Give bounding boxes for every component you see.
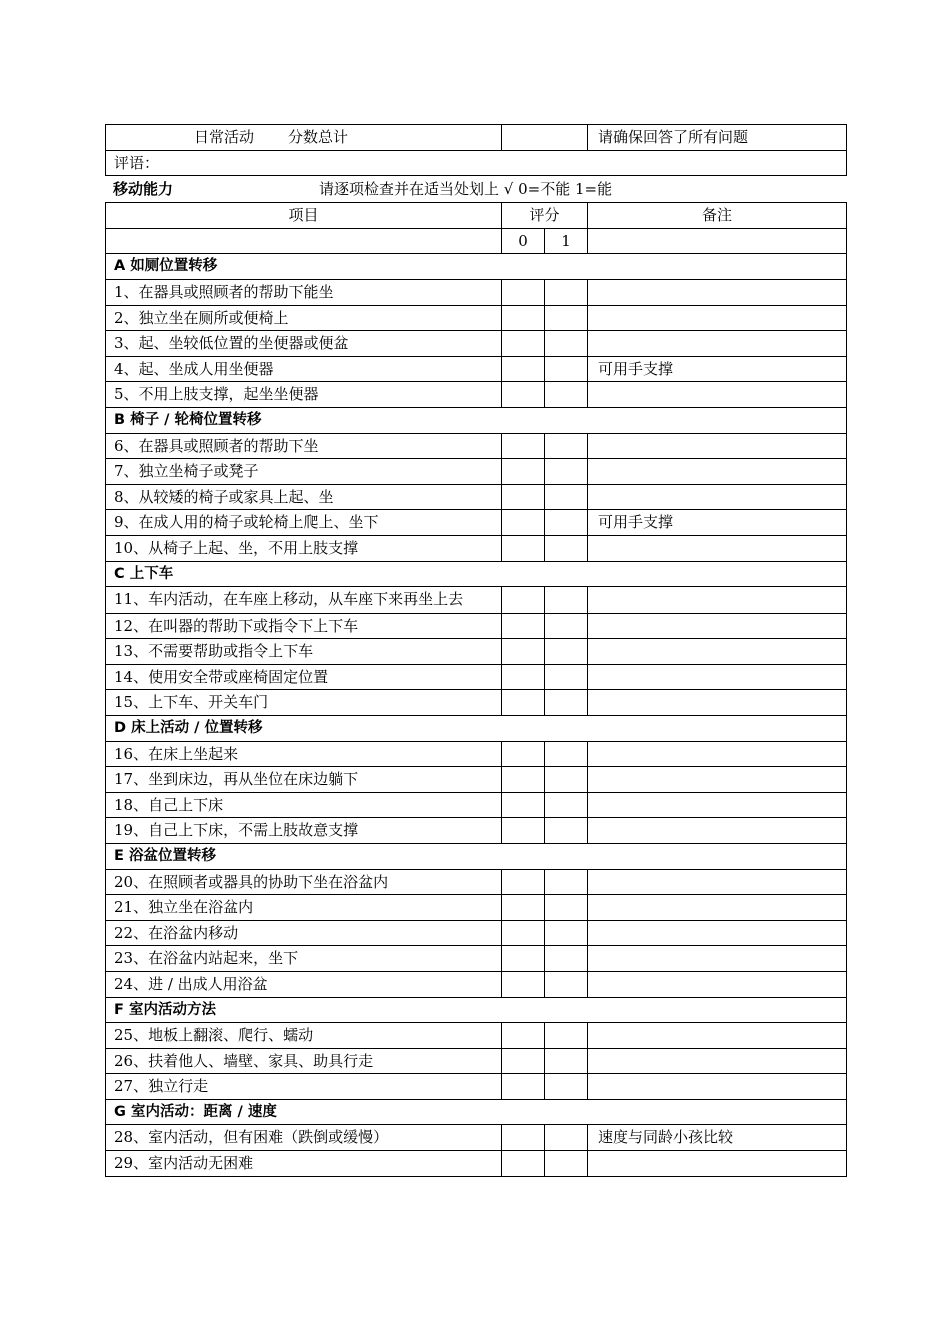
- score-1-checkbox[interactable]: [545, 741, 588, 767]
- summary-row: [106, 125, 847, 151]
- score-1-checkbox[interactable]: [545, 1125, 588, 1151]
- item-row: [106, 587, 847, 614]
- score-0-checkbox[interactable]: [502, 279, 545, 305]
- item-note: [588, 946, 847, 972]
- group-header-row: [106, 407, 847, 433]
- header-score-1: 1: [545, 228, 588, 254]
- comment-label: 评语：: [114, 153, 160, 172]
- score-1-checkbox[interactable]: [545, 356, 588, 382]
- item-note: [588, 305, 847, 331]
- subheader-blank: [106, 228, 502, 254]
- score-1-checkbox[interactable]: [545, 433, 588, 459]
- daily-activity-label: 日常活动: [194, 128, 255, 146]
- score-1-checkbox[interactable]: [545, 484, 588, 510]
- score-1-checkbox[interactable]: [545, 331, 588, 357]
- score-1-checkbox[interactable]: [545, 535, 588, 561]
- score-1-checkbox[interactable]: [545, 510, 588, 536]
- item-row: [106, 818, 847, 844]
- item-note: [588, 741, 847, 767]
- score-1-checkbox[interactable]: [545, 1074, 588, 1100]
- item-text: 1、在器具或照顾者的帮助下能坐: [106, 279, 502, 305]
- score-1-checkbox[interactable]: [545, 792, 588, 818]
- item-text: 2、独立坐在厕所或便椅上: [106, 305, 502, 331]
- score-0-checkbox[interactable]: [502, 587, 545, 614]
- score-0-checkbox[interactable]: [502, 613, 545, 639]
- item-note: [588, 535, 847, 561]
- group-header-row: [106, 997, 847, 1023]
- score-1-checkbox[interactable]: [545, 1023, 588, 1049]
- comment-field[interactable]: [106, 150, 847, 176]
- item-text: 15、上下车、开关车门: [106, 690, 502, 716]
- score-0-checkbox[interactable]: [502, 920, 545, 946]
- item-row: [106, 946, 847, 972]
- item-row: [106, 1125, 847, 1151]
- score-1-checkbox[interactable]: [545, 664, 588, 690]
- header-row: [106, 203, 847, 229]
- score-0-checkbox[interactable]: [502, 305, 545, 331]
- item-row: [106, 510, 847, 536]
- section-instruction: 请逐项检查并在适当处划上 √ 0=不能 1=能: [319, 180, 613, 199]
- item-note: [588, 664, 847, 690]
- item-text: 22、在浴盆内移动: [106, 920, 502, 946]
- item-note: [588, 433, 847, 459]
- item-row: [106, 459, 847, 485]
- score-0-checkbox[interactable]: [502, 356, 545, 382]
- item-text: 29、室内活动无困难: [106, 1151, 502, 1177]
- score-0-checkbox[interactable]: [502, 639, 545, 665]
- item-row: [106, 433, 847, 459]
- item-row: [106, 305, 847, 331]
- score-1-checkbox[interactable]: [545, 382, 588, 408]
- score-0-checkbox[interactable]: [502, 869, 545, 895]
- item-text: 11、车内活动，在车座上移动，从车座下来再坐上去: [106, 587, 502, 614]
- item-text: 14、使用安全带或座椅固定位置: [106, 664, 502, 690]
- score-0-checkbox[interactable]: [502, 382, 545, 408]
- item-row: [106, 1048, 847, 1074]
- item-note: [588, 1048, 847, 1074]
- item-note: [588, 382, 847, 408]
- item-row: [106, 1023, 847, 1049]
- item-text: 16、在床上坐起来: [106, 741, 502, 767]
- score-0-checkbox[interactable]: [502, 510, 545, 536]
- group-header-row: [106, 561, 847, 587]
- item-note: [588, 331, 847, 357]
- score-1-checkbox[interactable]: [545, 818, 588, 844]
- item-text: 26、扶着他人、墙壁、家具、助具行走: [106, 1048, 502, 1074]
- item-note: 可用手支撑: [588, 510, 847, 536]
- item-note: [588, 971, 847, 997]
- item-note: [588, 279, 847, 305]
- item-text: 28、室内活动，但有困难（跌倒或缓慢）: [106, 1125, 502, 1151]
- item-note: 速度与同龄小孩比较: [588, 1125, 847, 1151]
- item-note: [588, 869, 847, 895]
- item-text: 20、在照顾者或器具的协助下坐在浴盆内: [106, 869, 502, 895]
- item-note: [588, 1151, 847, 1177]
- group-title: C 上下车: [106, 561, 847, 587]
- score-0-checkbox[interactable]: [502, 895, 545, 921]
- item-row: [106, 971, 847, 997]
- header-score-0: 0: [502, 228, 545, 254]
- item-row: [106, 613, 847, 639]
- item-text: 6、在器具或照顾者的帮助下坐: [106, 433, 502, 459]
- score-1-checkbox[interactable]: [545, 920, 588, 946]
- group-title: B 椅子 / 轮椅位置转移: [106, 407, 847, 433]
- item-text: 21、独立坐在浴盆内: [106, 895, 502, 921]
- item-row: [106, 331, 847, 357]
- score-0-checkbox[interactable]: [502, 1074, 545, 1100]
- score-1-checkbox[interactable]: [545, 587, 588, 614]
- item-note: [588, 639, 847, 665]
- item-text: 25、地板上翻滚、爬行、蠕动: [106, 1023, 502, 1049]
- item-row: [106, 869, 847, 895]
- item-row: [106, 664, 847, 690]
- section-title: 移动能力: [113, 180, 174, 199]
- item-row: [106, 792, 847, 818]
- score-0-checkbox[interactable]: [502, 767, 545, 793]
- score-0-checkbox[interactable]: [502, 1048, 545, 1074]
- score-0-checkbox[interactable]: [502, 818, 545, 844]
- total-score-field[interactable]: [502, 125, 588, 151]
- assessment-sheet: [105, 124, 846, 1177]
- group-title: D 床上活动 / 位置转移: [106, 715, 847, 741]
- score-0-checkbox[interactable]: [502, 1023, 545, 1049]
- group-header-row: [106, 715, 847, 741]
- score-0-checkbox[interactable]: [502, 1125, 545, 1151]
- item-text: 12、在叫器的帮助下或指令下上下车: [106, 613, 502, 639]
- item-note: [588, 920, 847, 946]
- header-note: 备注: [588, 203, 847, 229]
- score-0-checkbox[interactable]: [502, 459, 545, 485]
- header-score: 评分: [502, 203, 588, 229]
- score-1-checkbox[interactable]: [545, 690, 588, 716]
- item-text: 8、从较矮的椅子或家具上起、坐: [106, 484, 502, 510]
- item-note: [588, 587, 847, 614]
- group-header-row: [106, 1099, 847, 1125]
- score-0-checkbox[interactable]: [502, 484, 545, 510]
- group-header-row: [106, 843, 847, 869]
- mobility-table: [105, 202, 847, 1176]
- item-row: [106, 1074, 847, 1100]
- item-row: [106, 741, 847, 767]
- item-note: 可用手支撑: [588, 356, 847, 382]
- item-row: [106, 767, 847, 793]
- score-0-checkbox[interactable]: [502, 971, 545, 997]
- score-1-checkbox[interactable]: [545, 1151, 588, 1177]
- group-title: A 如厕位置转移: [106, 254, 847, 280]
- item-row: [106, 484, 847, 510]
- item-row: [106, 920, 847, 946]
- subheader-blank-note: [588, 228, 847, 254]
- score-0-checkbox[interactable]: [502, 433, 545, 459]
- score-1-checkbox[interactable]: [545, 639, 588, 665]
- group-title: F 室内活动方法: [106, 997, 847, 1023]
- item-note: [588, 818, 847, 844]
- item-note: [588, 484, 847, 510]
- score-0-checkbox[interactable]: [502, 331, 545, 357]
- item-text: 5、不用上肢支撑，起坐坐便器: [106, 382, 502, 408]
- item-note: [588, 767, 847, 793]
- score-0-checkbox[interactable]: [502, 946, 545, 972]
- score-0-checkbox[interactable]: [502, 741, 545, 767]
- score-0-checkbox[interactable]: [502, 792, 545, 818]
- item-text: 17、坐到床边，再从坐位在床边躺下: [106, 767, 502, 793]
- comment-row: [106, 150, 847, 176]
- item-note: [588, 792, 847, 818]
- score-1-checkbox[interactable]: [545, 869, 588, 895]
- score-1-checkbox[interactable]: [545, 279, 588, 305]
- summary-label-cell: [106, 125, 502, 151]
- item-text: 27、独立行走: [106, 1074, 502, 1100]
- score-1-checkbox[interactable]: [545, 895, 588, 921]
- item-text: 24、进 / 出成人用浴盆: [106, 971, 502, 997]
- item-row: [106, 1151, 847, 1177]
- item-text: 23、在浴盆内站起来，坐下: [106, 946, 502, 972]
- score-1-checkbox[interactable]: [545, 613, 588, 639]
- item-row: [106, 535, 847, 561]
- score-1-checkbox[interactable]: [545, 1048, 588, 1074]
- score-1-checkbox[interactable]: [545, 305, 588, 331]
- score-1-checkbox[interactable]: [545, 767, 588, 793]
- item-text: 4、起、坐成人用坐便器: [106, 356, 502, 382]
- item-text: 18、自己上下床: [106, 792, 502, 818]
- total-score-label: 分数总计: [288, 128, 349, 146]
- item-text: 7、独立坐椅子或凳子: [106, 459, 502, 485]
- item-note: [588, 690, 847, 716]
- section-heading: [105, 176, 846, 202]
- item-note: [588, 1074, 847, 1100]
- group-title: E 浴盆位置转移: [106, 843, 847, 869]
- score-subheader-row: [106, 228, 847, 254]
- item-row: [106, 639, 847, 665]
- item-text: 19、自己上下床，不需上肢故意支撑: [106, 818, 502, 844]
- item-note: [588, 1023, 847, 1049]
- item-text: 13、不需要帮助或指令上下车: [106, 639, 502, 665]
- group-title: G 室内活动：距离 / 速度: [106, 1099, 847, 1125]
- item-row: [106, 382, 847, 408]
- group-header-row: [106, 254, 847, 280]
- score-0-checkbox[interactable]: [502, 535, 545, 561]
- item-row: [106, 279, 847, 305]
- score-0-checkbox[interactable]: [502, 1151, 545, 1177]
- item-text: 3、起、坐较低位置的坐便器或便盆: [106, 331, 502, 357]
- score-1-checkbox[interactable]: [545, 946, 588, 972]
- item-text: 9、在成人用的椅子或轮椅上爬上、坐下: [106, 510, 502, 536]
- confirm-note: 请确保回答了所有问题: [588, 125, 847, 151]
- item-row: [106, 895, 847, 921]
- item-row: [106, 690, 847, 716]
- score-0-checkbox[interactable]: [502, 664, 545, 690]
- item-note: [588, 459, 847, 485]
- summary-table: [105, 124, 847, 176]
- item-row: [106, 356, 847, 382]
- header-item: 项目: [106, 203, 502, 229]
- item-note: [588, 895, 847, 921]
- score-1-checkbox[interactable]: [545, 971, 588, 997]
- score-0-checkbox[interactable]: [502, 690, 545, 716]
- item-note: [588, 613, 847, 639]
- item-text: 10、从椅子上起、坐，不用上肢支撑: [106, 535, 502, 561]
- score-1-checkbox[interactable]: [545, 459, 588, 485]
